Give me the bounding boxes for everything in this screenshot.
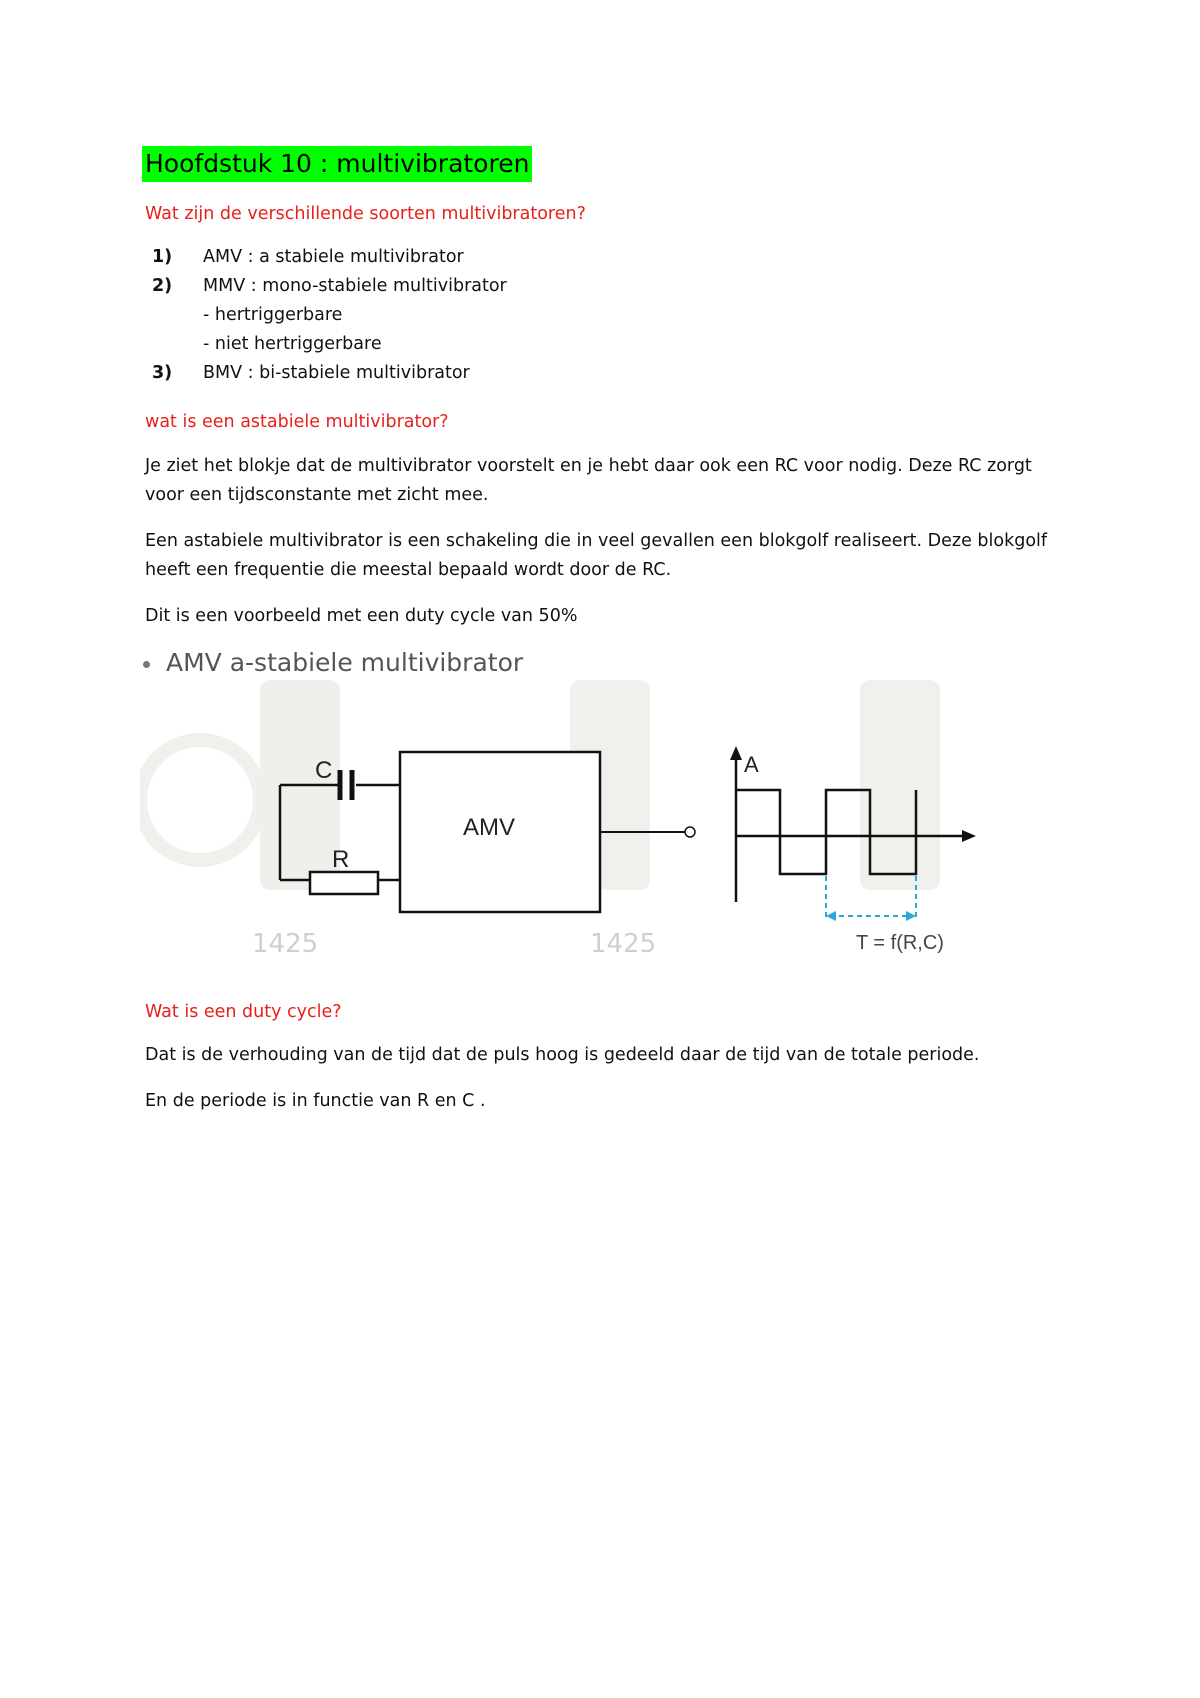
question-astable: wat is een astabiele multivibrator? [145, 412, 449, 432]
paragraph-line: Dat is de verhouding van de tijd dat de puls hoog is gedeeld daar de tijd van de totale periode. [145, 1045, 980, 1065]
paragraph-line: Je ziet het blokje dat de multivibrator voorstelt en je hebt daar ook een RC voor nodig. Deze RC zorgt [145, 456, 1032, 476]
list-item: 1) AMV : a stabiele multivibrator [152, 247, 464, 267]
paragraph-line: Dit is een voorbeeld met een duty cycle van 50% [145, 606, 578, 626]
paragraph-line: heeft een frequentie die meestal bepaald wordt door de RC. [145, 560, 672, 580]
amplitude-axis-label: A [744, 752, 759, 777]
x-axis-arrow [962, 830, 976, 842]
list-subitem: - hertriggerbare [203, 305, 343, 325]
watermark-year: 1425 [590, 929, 657, 959]
amv-figure [140, 640, 1020, 980]
list-item: 3) BMV : bi-stabiele multivibrator [152, 363, 470, 383]
paragraph-line: Een astabiele multivibrator is een schakeling die in veel gevallen een blokgolf realiseert. Deze blokgolf [145, 531, 1048, 551]
capacitor-label: C [315, 757, 333, 784]
period-label: T = f(R,C) [856, 932, 944, 954]
resistor-symbol [310, 872, 378, 894]
question-duty-cycle: Wat is een duty cycle? [145, 1002, 342, 1022]
bullet-icon [143, 661, 150, 668]
amv-block-label: AMV [463, 814, 516, 841]
output-terminal [685, 827, 695, 837]
period-arrow-right [906, 911, 916, 921]
list-subitem: - niet hertriggerbare [203, 334, 382, 354]
watermark-year: 1425 [252, 929, 319, 959]
period-arrow-left [826, 911, 836, 921]
list-item: 2) MMV : mono-stabiele multivibrator [152, 276, 507, 296]
paragraph-line: En de periode is in functie van R en C . [145, 1091, 486, 1111]
multivibrator-types-list [145, 243, 507, 388]
resistor-label: R [332, 846, 350, 873]
page-title: Hoofdstuk 10 : multivibratoren [142, 146, 532, 182]
question-types: Wat zijn de verschillende soorten multivibratoren? [145, 204, 586, 224]
paragraph-line: voor een tijdsconstante met zicht mee. [145, 485, 489, 505]
y-axis-arrow [730, 746, 742, 760]
figure-title: AMV a-stabiele multivibrator [140, 648, 523, 677]
